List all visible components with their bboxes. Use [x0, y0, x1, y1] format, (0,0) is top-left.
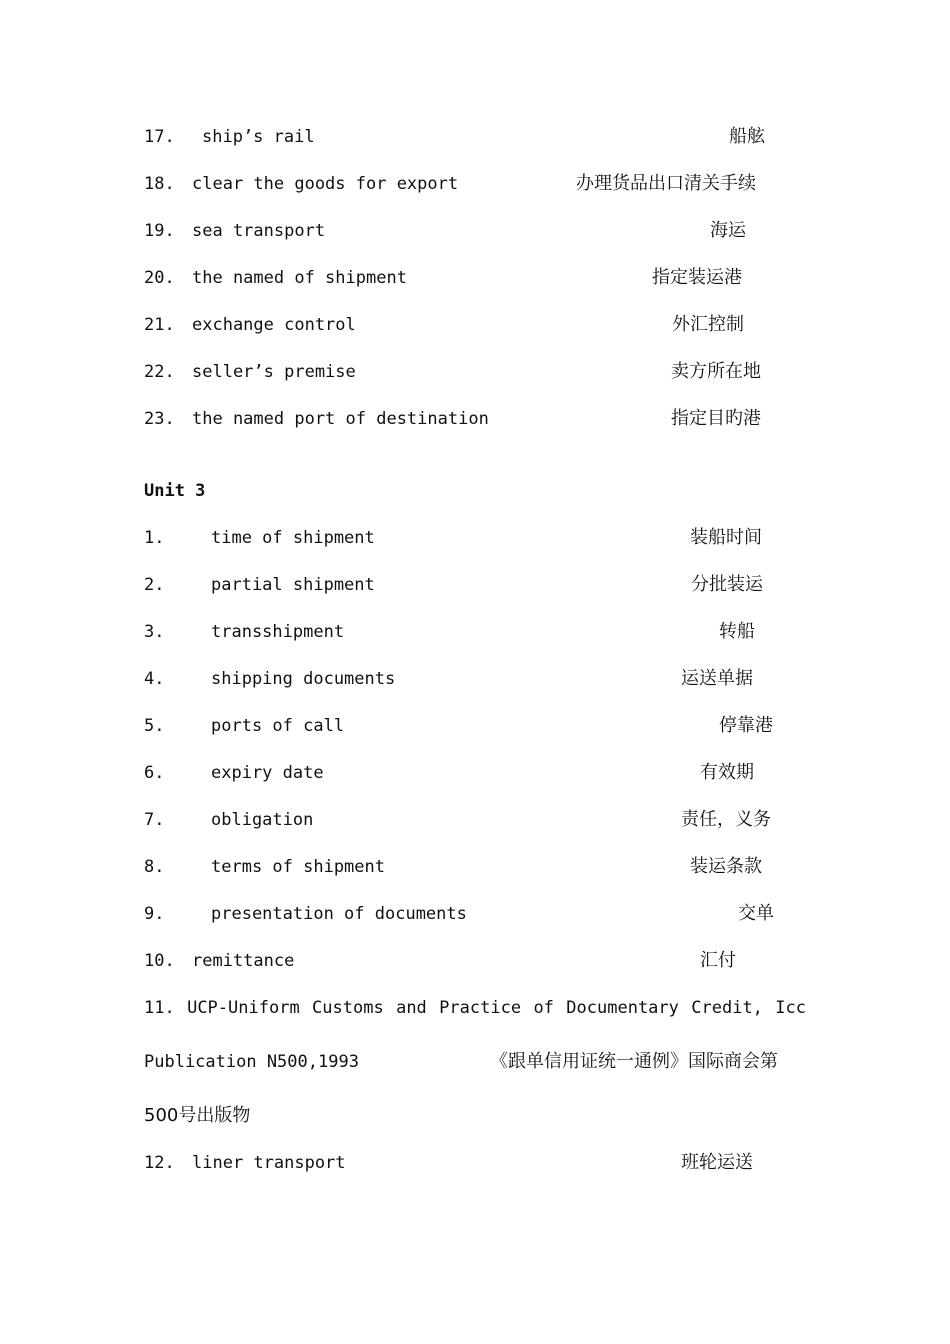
item-term-cn: 指定装运港 — [652, 267, 742, 288]
item-term-cn: 运送单据 — [681, 668, 753, 689]
item-term-en: the named port of destination — [192, 409, 489, 429]
item-term-en: shipping documents — [211, 669, 396, 689]
item-term-cn: 指定目旳港 — [671, 408, 761, 429]
item-11-line-1: 11. UCP-Uniform Customs and Practice of Documentary Credit, Icc — [144, 998, 806, 1018]
item-term-cn: 装船时间 — [690, 527, 762, 548]
item-term-en: clear the goods for export — [192, 174, 459, 194]
item-term-en: liner transport — [192, 1153, 346, 1173]
item-term-cn: 海运 — [710, 220, 746, 241]
item-term-en: obligation — [211, 810, 314, 830]
item-term-cn: 外汇控制 — [672, 314, 744, 335]
item-term-cn: 有效期 — [700, 762, 754, 783]
unit-heading: Unit 3 — [144, 481, 206, 501]
item-number: 12. — [144, 1153, 175, 1173]
item-term-en: sea transport — [192, 221, 326, 241]
item-term-cn: 办理货品出口清关手续 — [576, 173, 756, 194]
item-number: 22. — [144, 362, 175, 382]
item-term-en: time of shipment — [211, 528, 375, 548]
item-11-line-2-en: Publication N500,1993 — [144, 1052, 359, 1072]
item-number: 4. — [144, 669, 165, 689]
item-number: 9. — [144, 904, 165, 924]
item-term-cn: 分批装运 — [691, 574, 763, 595]
item-number: 3. — [144, 622, 165, 642]
item-number: 8. — [144, 857, 165, 877]
item-number: 7. — [144, 810, 165, 830]
item-term-cn: 汇付 — [700, 950, 736, 971]
item-term-en: the named of shipment — [192, 268, 407, 288]
item-term-cn: 交单 — [738, 903, 774, 924]
item-term-en: presentation of documents — [211, 904, 467, 924]
item-number: 1. — [144, 528, 165, 548]
item-term-cn: 停靠港 — [719, 715, 773, 736]
item-number: 6. — [144, 763, 165, 783]
item-number: 17. — [144, 127, 175, 147]
item-term-cn: 转船 — [719, 621, 755, 642]
item-term-cn: 船舷 — [729, 126, 765, 147]
item-term-en: seller’s premise — [192, 362, 356, 382]
item-number: 2. — [144, 575, 165, 595]
item-number: 23. — [144, 409, 175, 429]
item-number: 19. — [144, 221, 175, 241]
item-term-cn: 卖方所在地 — [671, 361, 761, 382]
item-term-cn: 装运条款 — [690, 856, 762, 877]
item-term-en: transshipment — [211, 622, 345, 642]
item-11-line-3: 500号出版物 — [144, 1105, 251, 1126]
item-term-en: expiry date — [211, 763, 324, 783]
item-term-cn: 责任，义务 — [681, 809, 771, 830]
item-number: 10. — [144, 951, 175, 971]
item-term-en: ports of call — [211, 716, 345, 736]
item-number: 20. — [144, 268, 175, 288]
item-term-en: terms of shipment — [211, 857, 385, 877]
item-term-en: partial shipment — [211, 575, 375, 595]
item-term-en: ship’s rail — [202, 127, 315, 147]
item-term-en: remittance — [192, 951, 295, 971]
item-number: 18. — [144, 174, 175, 194]
item-term-cn: 班轮运送 — [681, 1152, 753, 1173]
item-term-en: exchange control — [192, 315, 356, 335]
item-number: 21. — [144, 315, 175, 335]
item-11-line-2-cn: 《跟单信用证统一通例》国际商会第 — [490, 1051, 778, 1072]
item-number: 5. — [144, 716, 165, 736]
